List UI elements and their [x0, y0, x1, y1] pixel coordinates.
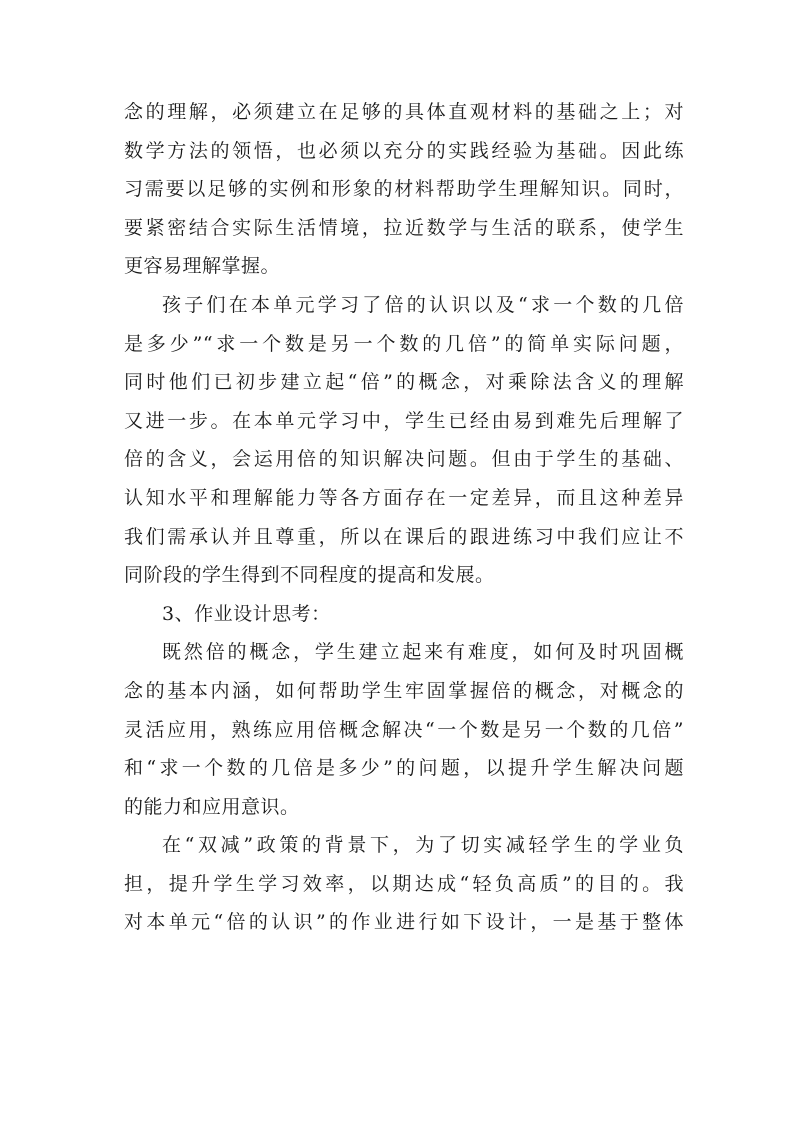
text-line: 念的理解，必须建立在足够的具体直观材料的基础之上；对 — [124, 101, 684, 123]
text-line: 念的基本内涵，如何帮助学生牢固掌握倍的概念，对概念的 — [124, 679, 684, 702]
text-line: 在“双减”政策的背景下，为了切实减轻学生的学业负 — [162, 834, 684, 857]
text-line: 又进一步。在本单元学习中，学生已经由易到难先后理解了 — [124, 409, 684, 432]
text-line: 3、作业设计思考： — [162, 602, 331, 625]
text-line: 数学方法的领悟，也必须以充分的实践经验为基础。因此练 — [124, 139, 684, 162]
text-line: 孩子们在本单元学习了倍的认识以及“求一个数的几倍 — [162, 293, 684, 316]
text-line: 既然倍的概念，学生建立起来有难度，如何及时巩固概 — [162, 641, 684, 664]
text-line: 更容易理解掌握。 — [124, 255, 281, 278]
text-line: 倍的含义，会运用倍的知识解决问题。但由于学生的基础、 — [124, 448, 684, 471]
text-line: 同时他们已初步建立起“倍”的概念，对乘除法含义的理解 — [124, 371, 684, 394]
text-line: 同阶段的学生得到不同程度的提高和发展。 — [124, 564, 495, 587]
text-line: 和“求一个数的几倍是多少”的问题，以提升学生解决问题 — [124, 757, 684, 780]
document-body — [124, 93, 684, 942]
text-line: 要紧密结合实际生活情境，拉近数学与生活的联系，使学生 — [124, 216, 684, 239]
text-line: 对本单元“倍的认识”的作业进行如下设计，一是基于整体 — [124, 911, 684, 934]
text-line: 是多少”“求一个数是另一个数的几倍”的简单实际问题， — [124, 332, 684, 355]
text-line: 的能力和应用意识。 — [124, 795, 300, 818]
text-line: 习需要以足够的实例和形象的材料帮助学生理解知识。同时， — [124, 178, 684, 201]
text-line: 灵活应用，熟练应用倍概念解决“一个数是另一个数的几倍” — [124, 718, 684, 741]
text-line: 我们需承认并且尊重，所以在课后的跟进练习中我们应让不 — [124, 525, 684, 548]
text-line: 认知水平和理解能力等各方面存在一定差异，而且这种差异 — [124, 486, 684, 509]
text-line: 担，提升学生学习效率，以期达成“轻负高质”的目的。我 — [124, 872, 684, 895]
